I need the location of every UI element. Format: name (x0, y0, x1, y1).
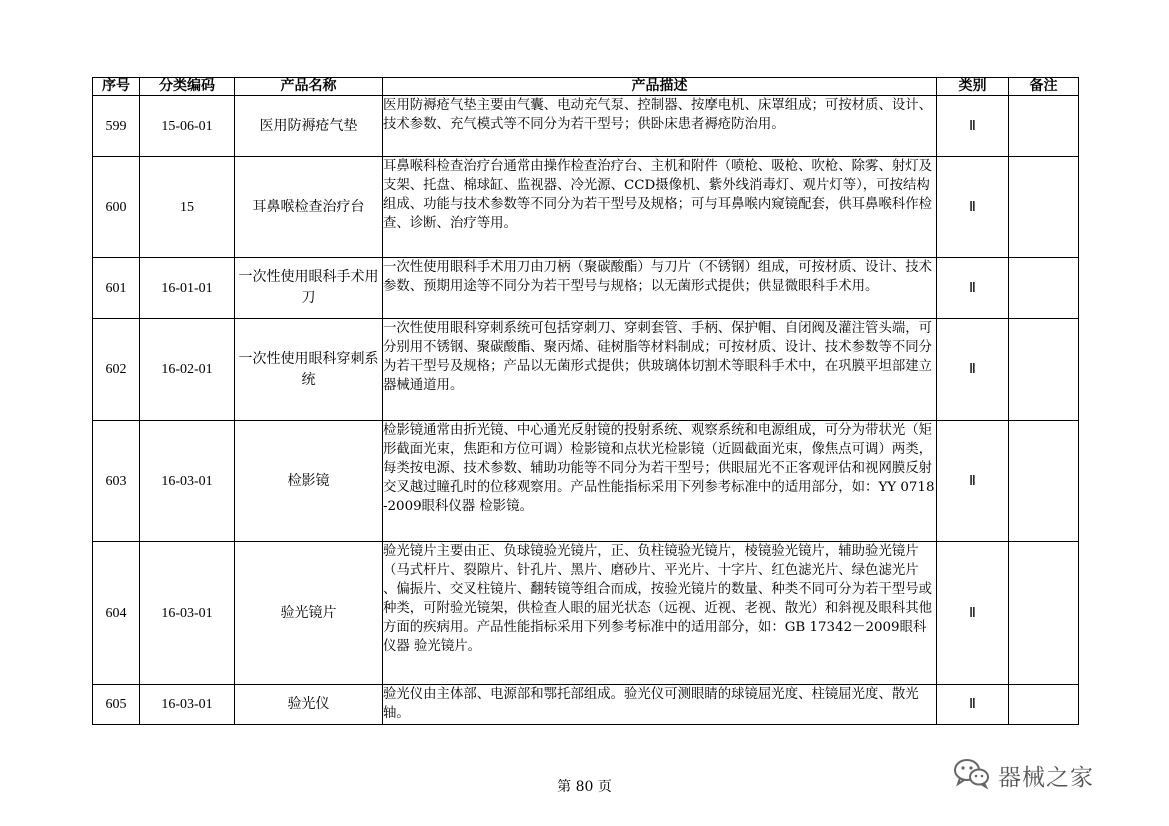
row-desc: 一次性使用眼科穿刺系统可包括穿刺刀、穿刺套管、手柄、保护帽、自闭阀及灌注管头端，可分别用不锈钢、聚碳酸酯、聚丙烯、硅树脂等材料制成；可按材质、设计、技术参数等不同分为若干型号及规格；产品以无菌形式提供；供玻璃体切割术等眼科手术中，在巩膜平坦部建立器械通道用。 (383, 319, 937, 421)
row-class: Ⅱ (937, 685, 1009, 725)
row-note (1009, 319, 1079, 421)
table-row (93, 96, 1079, 157)
row-code: 16-01-01 (140, 258, 235, 319)
header-class: 类别 (937, 78, 1009, 96)
row-code: 15-06-01 (140, 96, 235, 157)
row-class: Ⅱ (937, 96, 1009, 157)
row-code: 16-02-01 (140, 319, 235, 421)
row-name: 一次性使用眼科穿刺系统 (235, 319, 383, 421)
row-seq: 604 (93, 542, 140, 685)
row-desc: 验光镜片主要由正、负球镜验光镜片，正、负柱镜验光镜片，棱镜验光镜片，辅助验光镜片（马式杆片、裂隙片、针孔片、黑片、磨砂片、平光片、十字片、红色滤光片、绿色滤光片 、偏振片、交叉柱镜片、翻转镜等组合而成，按验光镜片的数量、种类不同可分为若干型号或种类，可附验光镜架，供检查人眼的屈光状态（远视、近视、老视、散光）和斜视及眼科其他方面的疾病用。产品性能指标采用下列参考标准中的适用部分，如：GB 17342－2009眼科仪器 验光镜片。 (383, 542, 937, 685)
table-row (93, 258, 1079, 319)
row-seq: 599 (93, 96, 140, 157)
row-desc: 医用防褥疮气垫主要由气囊、电动充气泵、控制器、按摩电机、床罩组成；可按材质、设计、技术参数、充气模式等不同分为若干型号；供卧床患者褥疮防治用。 (383, 96, 937, 157)
table-row (93, 421, 1079, 542)
watermark-text: 器械之家 (998, 764, 1094, 791)
row-seq: 605 (93, 685, 140, 725)
row-note (1009, 258, 1079, 319)
product-catalog-table (92, 77, 1079, 725)
table-row (93, 542, 1079, 685)
row-seq: 603 (93, 421, 140, 542)
row-class: Ⅱ (937, 421, 1009, 542)
header-desc: 产品描述 (383, 78, 937, 96)
row-class: Ⅱ (937, 258, 1009, 319)
table-row (93, 319, 1079, 421)
row-desc: 耳鼻喉科检查治疗台通常由操作检查治疗台、主机和附件（喷枪、吸枪、吹枪、除雾、射灯及支架、托盘、棉球缸、监视器、冷光源、CCD摄像机、紫外线消毒灯、观片灯等），可按结构组成、功能与技术参数等不同分为若干型号及规格；可与耳鼻喉内窥镜配套，供耳鼻喉科作检查、诊断、治疗等用。 (383, 157, 937, 258)
row-code: 16-03-01 (140, 421, 235, 542)
row-name: 验光镜片 (235, 542, 383, 685)
row-class: Ⅱ (937, 542, 1009, 685)
row-code: 15 (140, 157, 235, 258)
row-name: 耳鼻喉检查治疗台 (235, 157, 383, 258)
header-note: 备注 (1009, 78, 1079, 96)
page-number: 第 80 页 (557, 779, 612, 795)
header-code: 分类编码 (140, 78, 235, 96)
table-row (93, 685, 1079, 725)
table-header-row (93, 78, 1079, 96)
row-note (1009, 421, 1079, 542)
row-note (1009, 685, 1079, 725)
table-row (93, 157, 1079, 258)
row-name: 医用防褥疮气垫 (235, 96, 383, 157)
row-seq: 602 (93, 319, 140, 421)
wechat-icon (952, 756, 992, 794)
row-code: 16-03-01 (140, 685, 235, 725)
row-seq: 600 (93, 157, 140, 258)
row-code: 16-03-01 (140, 542, 235, 685)
row-name: 一次性使用眼科手术用刀 (235, 258, 383, 319)
row-desc: 验光仪由主体部、电源部和鄂托部组成。验光仪可测眼睛的球镜屈光度、柱镜屈光度、散光轴。 (383, 685, 937, 725)
header-seq: 序号 (93, 78, 140, 96)
watermark (952, 758, 1094, 792)
row-note (1009, 157, 1079, 258)
row-desc: 检影镜通常由折光镜、中心通光反射镜的投射系统、观察系统和电源组成，可分为带状光（矩形截面光束，焦距和方位可调）检影镜和点状光检影镜（近圆截面光束，像焦点可调）两类，每类按电源、技术参数、辅助功能等不同分为若干型号；供眼屈光不正客观评估和视网膜反射交叉越过瞳孔时的位移观察用。产品性能指标采用下列参考标准中的适用部分，如：YY 0718-2009眼科仪器 检影镜。 (383, 421, 937, 542)
row-desc: 一次性使用眼科手术用刀由刀柄（聚碳酸酯）与刀片（不锈钢）组成，可按材质、设计、技术参数、预期用途等不同分为若干型号与规格；以无菌形式提供；供显微眼科手术用。 (383, 258, 937, 319)
row-name: 检影镜 (235, 421, 383, 542)
row-seq: 601 (93, 258, 140, 319)
row-note (1009, 542, 1079, 685)
header-name: 产品名称 (235, 78, 383, 96)
row-class: Ⅱ (937, 319, 1009, 421)
row-name: 验光仪 (235, 685, 383, 725)
row-note (1009, 96, 1079, 157)
row-class: Ⅱ (937, 157, 1009, 258)
